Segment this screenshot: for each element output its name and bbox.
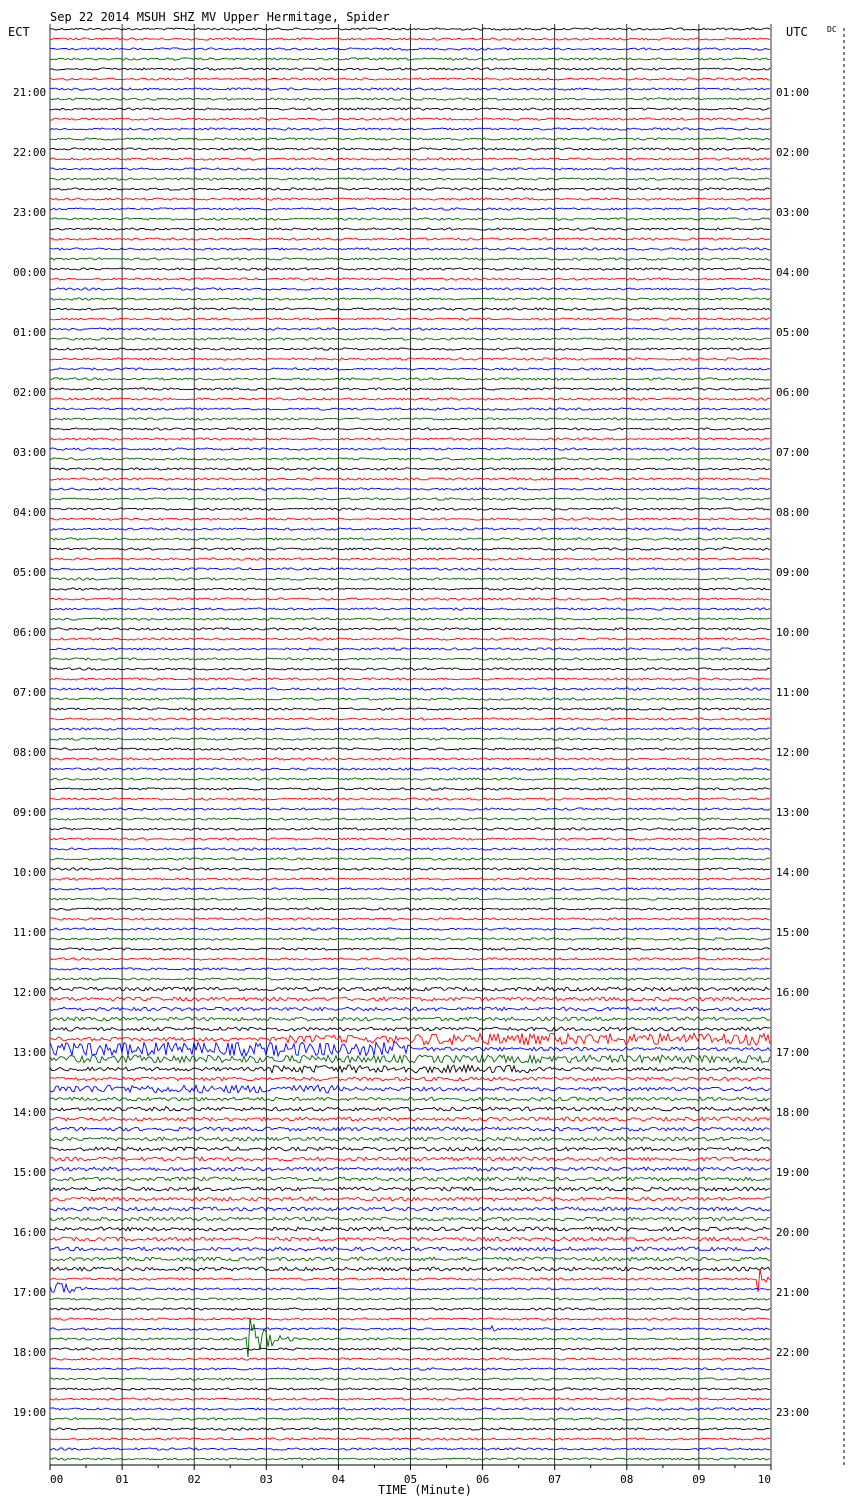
trace-line	[50, 628, 770, 630]
trace-line	[50, 578, 770, 580]
trace-line	[50, 898, 770, 900]
axis-labels	[13, 86, 809, 1486]
trace-line	[50, 1097, 770, 1101]
trace-line	[50, 528, 770, 530]
trace-line	[50, 518, 770, 520]
ect-hour-label: 22:00	[13, 146, 47, 159]
trace-line	[50, 158, 770, 160]
trace-line	[50, 798, 770, 800]
trace-line	[50, 1368, 770, 1370]
trace-line	[50, 768, 770, 770]
trace-line	[50, 1308, 770, 1310]
trace-line	[50, 338, 770, 340]
trace-line	[50, 848, 770, 850]
trace-line	[50, 38, 770, 40]
trace-line	[50, 1077, 770, 1081]
trace-line	[50, 738, 770, 740]
trace-line	[50, 608, 770, 610]
trace-line	[50, 1358, 770, 1360]
trace-line	[50, 1207, 770, 1211]
utc-hour-label: 10:00	[776, 626, 810, 639]
trace-line	[50, 368, 770, 370]
trace-line	[50, 1378, 770, 1380]
utc-hour-label: 12:00	[776, 746, 810, 759]
trace-line	[50, 568, 770, 570]
trace-line	[50, 838, 770, 840]
trace-line	[50, 1177, 770, 1181]
utc-hour-label: 11:00	[776, 686, 810, 699]
trace-line	[50, 238, 770, 240]
trace-line	[50, 718, 770, 720]
trace-line	[50, 358, 770, 360]
utc-hour-label: 18:00	[776, 1106, 810, 1119]
trace-line	[50, 1085, 770, 1093]
trace-line	[50, 868, 770, 870]
trace-line	[50, 398, 770, 400]
trace-line	[50, 28, 770, 30]
trace-line	[50, 908, 770, 910]
trace-line	[50, 468, 770, 470]
ect-hour-label: 11:00	[13, 926, 47, 939]
utc-hour-label: 02:00	[776, 146, 810, 159]
trace-line	[50, 1127, 770, 1131]
trace-line	[50, 598, 770, 600]
trace-line	[50, 708, 770, 710]
trace-line	[50, 1167, 770, 1171]
ect-hour-label: 17:00	[13, 1286, 47, 1299]
ect-hour-label: 18:00	[13, 1346, 47, 1359]
trace-line	[50, 168, 770, 170]
trace-line	[50, 1398, 770, 1400]
trace-line	[50, 268, 770, 270]
ect-hour-label: 12:00	[13, 986, 47, 999]
trace-line	[50, 248, 770, 250]
trace-line	[50, 508, 770, 510]
trace-line	[50, 478, 770, 480]
trace-line	[50, 448, 770, 450]
utc-hour-label: 09:00	[776, 566, 810, 579]
trace-line	[50, 148, 770, 150]
x-tick-label: 02	[187, 1473, 201, 1486]
ect-hour-label: 10:00	[13, 866, 47, 879]
trace-line	[50, 68, 770, 70]
utc-hour-label: 04:00	[776, 266, 810, 279]
trace-line	[50, 418, 770, 420]
x-tick-label: 10	[757, 1473, 771, 1486]
utc-hour-label: 14:00	[776, 866, 810, 879]
trace-line	[50, 828, 770, 830]
trace-line	[50, 588, 770, 590]
trace-line	[50, 138, 770, 140]
ect-hour-label: 13:00	[13, 1046, 47, 1059]
x-tick-label: 04	[331, 1473, 346, 1486]
utc-hour-label: 05:00	[776, 326, 810, 339]
trace-line	[50, 1157, 770, 1161]
trace-line	[50, 198, 770, 200]
trace-line	[50, 498, 770, 500]
trace-line	[50, 858, 770, 860]
trace-line	[50, 558, 770, 560]
x-tick-label: 08	[620, 1473, 634, 1486]
trace-line	[50, 278, 770, 280]
trace-line	[50, 308, 770, 310]
trace-line	[50, 1448, 770, 1450]
trace-line	[50, 658, 770, 660]
trace-line	[50, 378, 770, 380]
utc-hour-label: 21:00	[776, 1286, 810, 1299]
trace-line	[50, 758, 770, 760]
trace-line	[50, 808, 770, 810]
ect-hour-label: 01:00	[13, 326, 47, 339]
trace-line	[50, 1055, 770, 1063]
ect-hour-label: 19:00	[13, 1406, 47, 1419]
trace-line	[50, 648, 770, 650]
trace-line	[50, 1298, 770, 1300]
trace-line	[50, 1267, 770, 1271]
ect-hour-label: 00:00	[13, 266, 47, 279]
ect-hour-label: 14:00	[13, 1106, 47, 1119]
utc-hour-label: 16:00	[776, 986, 810, 999]
trace-line	[50, 987, 770, 991]
trace-line	[50, 408, 770, 410]
trace-line	[50, 228, 770, 230]
trace-line	[50, 1197, 770, 1201]
seismic-traces	[50, 28, 770, 1460]
utc-hour-label: 20:00	[776, 1226, 810, 1239]
trace-line	[50, 728, 770, 730]
trace-line	[50, 1428, 770, 1430]
ect-hour-label: 21:00	[13, 86, 47, 99]
trace-line	[50, 1007, 770, 1011]
trace-line	[50, 318, 770, 320]
trace-line	[50, 88, 770, 90]
ect-hour-label: 05:00	[13, 566, 47, 579]
trace-line	[50, 78, 770, 80]
trace-line	[50, 118, 770, 120]
trace-line	[50, 1187, 770, 1191]
trace-line	[50, 997, 770, 1001]
utc-hour-label: 08:00	[776, 506, 810, 519]
trace-line	[50, 958, 770, 960]
trace-line	[50, 638, 770, 640]
x-tick-label: 05	[403, 1473, 418, 1486]
ect-hour-label: 02:00	[13, 386, 47, 399]
trace-line	[50, 1107, 770, 1111]
ect-hour-label: 08:00	[13, 746, 47, 759]
trace-line	[50, 258, 770, 260]
trace-line	[50, 538, 770, 540]
trace-line	[50, 1408, 770, 1410]
trace-line	[50, 128, 770, 130]
trace-line	[50, 928, 770, 930]
dc-label: DC	[827, 25, 837, 34]
ect-hour-label: 09:00	[13, 806, 47, 819]
trace-line	[50, 818, 770, 820]
trace-line	[50, 1388, 770, 1390]
trace-line	[50, 1283, 770, 1293]
trace-line	[50, 1117, 770, 1121]
trace-line	[50, 1237, 770, 1241]
trace-line	[50, 968, 770, 970]
trace-line	[50, 1147, 770, 1151]
trace-line	[50, 1458, 770, 1460]
trace-line	[50, 878, 770, 880]
trace-line	[50, 1418, 770, 1420]
ect-hour-label: 23:00	[13, 206, 47, 219]
trace-line	[50, 1027, 770, 1031]
trace-line	[50, 1065, 770, 1073]
trace-line	[50, 428, 770, 430]
trace-line	[50, 388, 770, 390]
utc-hour-label: 03:00	[776, 206, 810, 219]
trace-line	[50, 1438, 770, 1440]
trace-line	[50, 208, 770, 210]
utc-hour-label: 06:00	[776, 386, 810, 399]
trace-line	[50, 188, 770, 190]
trace-line	[50, 1318, 770, 1320]
trace-line	[50, 178, 770, 180]
trace-line	[50, 1326, 770, 1331]
trace-line	[50, 1227, 770, 1231]
trace-line	[50, 748, 770, 750]
utc-hour-label: 07:00	[776, 446, 810, 459]
x-axis-label: TIME (Minute)	[378, 1483, 472, 1497]
grid	[50, 24, 771, 1470]
utc-hour-label: 19:00	[776, 1166, 810, 1179]
trace-line	[50, 348, 770, 350]
trace-line	[50, 688, 770, 690]
trace-line	[50, 328, 770, 330]
chart-title: Sep 22 2014 MSUH SHZ MV Upper Hermitage, Spider	[50, 10, 390, 24]
ect-hour-label: 06:00	[13, 626, 47, 639]
x-tick-label: 09	[692, 1473, 706, 1486]
utc-hour-label: 01:00	[776, 86, 810, 99]
trace-line	[50, 938, 770, 940]
trace-line	[50, 1317, 770, 1357]
x-tick-label: 03	[259, 1473, 273, 1486]
right-axis-label: UTC	[786, 25, 808, 39]
trace-line	[50, 978, 770, 980]
trace-line	[50, 948, 770, 950]
x-tick-label: 01	[115, 1473, 129, 1486]
utc-hour-label: 17:00	[776, 1046, 810, 1059]
trace-line	[50, 698, 770, 700]
ect-hour-label: 03:00	[13, 446, 47, 459]
trace-line	[50, 678, 770, 680]
trace-line	[50, 218, 770, 220]
trace-line	[50, 1042, 770, 1056]
trace-line	[50, 1217, 770, 1221]
utc-hour-label: 13:00	[776, 806, 810, 819]
trace-line	[50, 298, 770, 300]
ect-hour-label: 16:00	[13, 1226, 47, 1239]
x-tick-label: 07	[548, 1473, 562, 1486]
left-axis-label: ECT	[8, 25, 30, 39]
trace-line	[50, 98, 770, 100]
trace-line	[50, 1033, 770, 1045]
trace-line	[50, 488, 770, 490]
trace-line	[50, 108, 770, 110]
utc-hour-label: 23:00	[776, 1406, 810, 1419]
trace-line	[50, 1137, 770, 1141]
trace-line	[50, 1348, 770, 1350]
trace-line	[50, 788, 770, 790]
trace-line	[50, 288, 770, 290]
trace-line	[50, 58, 770, 60]
trace-line	[50, 618, 770, 620]
trace-line	[50, 1017, 770, 1021]
x-tick-label: 06	[475, 1473, 490, 1486]
trace-line	[50, 1247, 770, 1251]
trace-line	[50, 778, 770, 780]
x-tick-label: 00	[50, 1473, 64, 1486]
ect-hour-label: 07:00	[13, 686, 47, 699]
trace-line	[50, 918, 770, 920]
utc-hour-label: 22:00	[776, 1346, 810, 1359]
trace-line	[50, 668, 770, 670]
trace-line	[50, 547, 770, 550]
trace-line	[50, 438, 770, 440]
trace-line	[50, 1257, 770, 1261]
utc-hour-label: 15:00	[776, 926, 810, 939]
ect-hour-label: 04:00	[13, 506, 47, 519]
ect-hour-label: 15:00	[13, 1166, 47, 1179]
trace-line	[50, 48, 770, 50]
trace-line	[50, 888, 770, 890]
trace-line	[50, 458, 770, 460]
